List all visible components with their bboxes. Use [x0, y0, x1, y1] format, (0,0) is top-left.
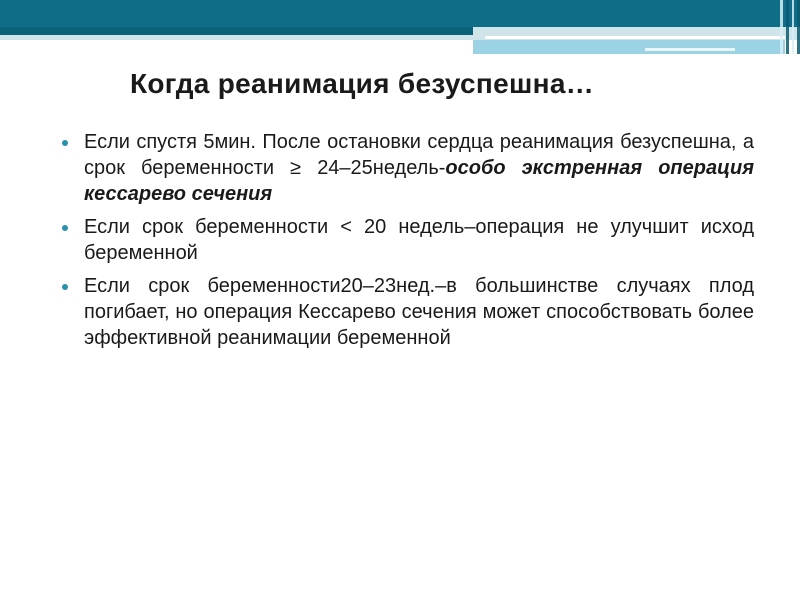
header-decorative-stripes	[780, 0, 800, 54]
bullet-text: Если срок беременности20–23нед.–в большинстве случаях плод погибает, но операция Кессарево сечения может способствовать более эффективной реанимации беременной	[84, 275, 754, 349]
bullet-icon	[62, 140, 68, 146]
stripe	[786, 0, 789, 54]
bullet-item	[62, 214, 754, 266]
bullet-item	[62, 273, 754, 351]
stripe	[792, 0, 795, 54]
stripe	[780, 0, 783, 54]
bullet-emphasis: особо экстренная операция кессарево сечения	[84, 157, 754, 205]
header-band	[0, 0, 800, 27]
header-strip-dark	[0, 27, 473, 35]
bullet-icon	[62, 225, 68, 231]
slide-title: Когда реанимация безуспешна…	[130, 68, 594, 99]
bullet-text: Если спустя 5мин. После остановки сердца реанимация безуспешна, а срок беременности ≥ 24–25недель-	[84, 131, 754, 179]
header-divider-line-short	[645, 48, 735, 51]
header-accent-bar	[473, 40, 785, 54]
bullet-list	[62, 129, 754, 358]
header-divider-line	[485, 36, 785, 39]
bullet-icon	[62, 284, 68, 290]
bullet-text: Если срок беременности < 20 недель–операция не улучшит исход беременной	[84, 216, 754, 264]
bullet-item	[62, 129, 754, 207]
